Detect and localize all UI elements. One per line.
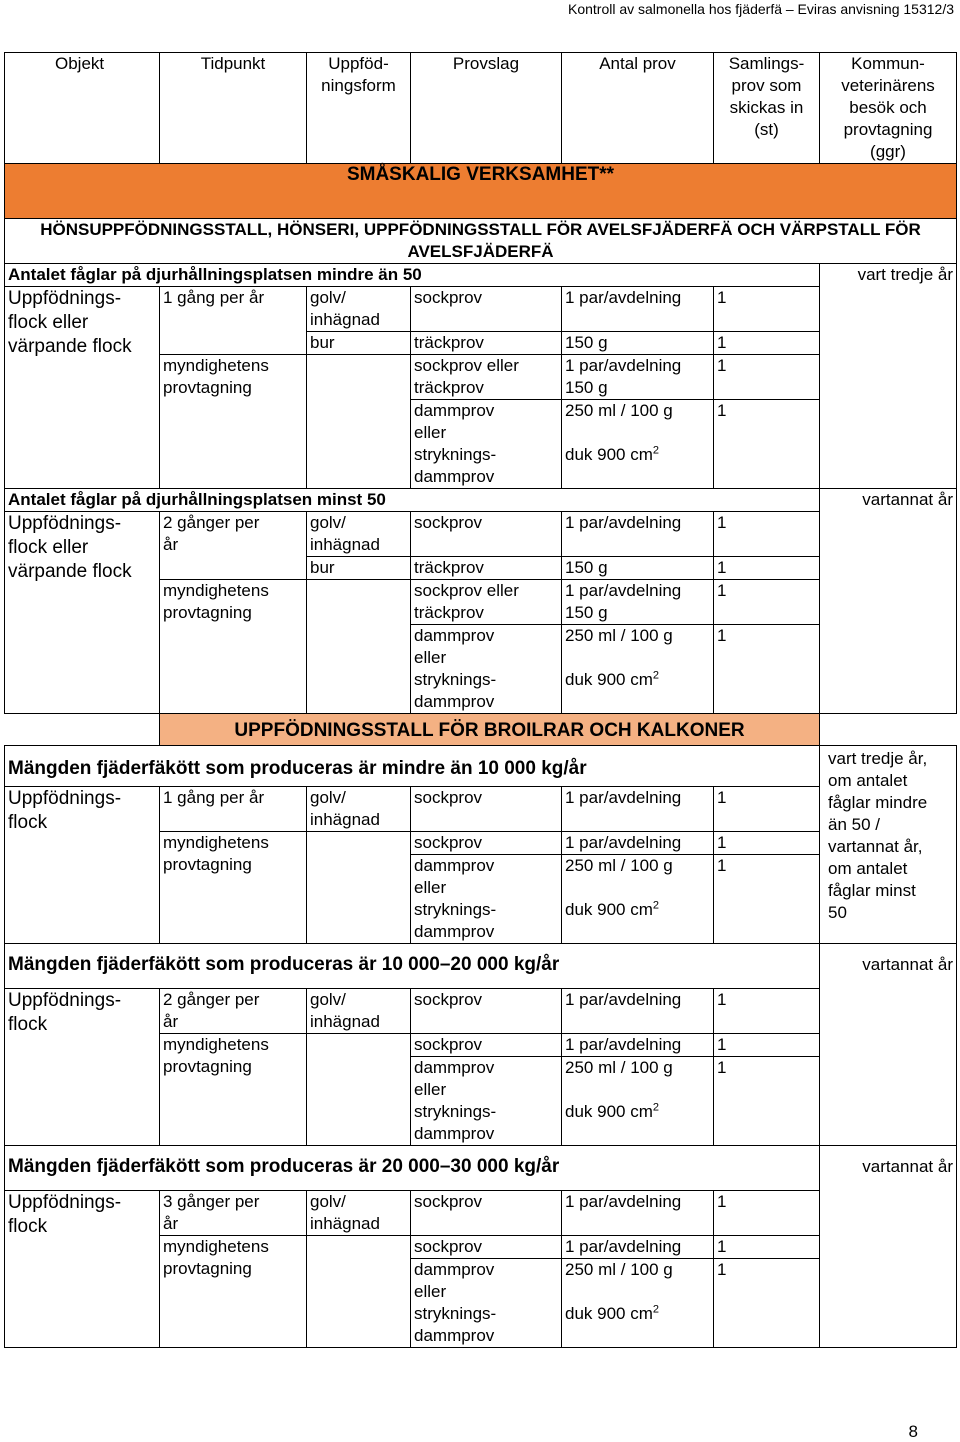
table-row: dammprov eller stryknings- dammprov 250 ml / 100 g duk 900 $cm^2$ 1 xyxy=(5,855,957,944)
object-cell: Uppfödnings- flock eller värpande flock xyxy=(5,512,160,714)
table-row: Uppfödnings- flock 3 gånger per år golv/ inhägnad sockprov 1 par/avdelning 1 xyxy=(5,1191,957,1236)
col-samlingsprov: Samlings- prov som skickas in (st) xyxy=(714,53,820,164)
timing-cell: 1 gång per år xyxy=(160,287,307,355)
table-row: myndighetens provtagning sockprov 1 par/avdelning 1 xyxy=(5,832,957,855)
group-heading-row xyxy=(5,746,957,787)
section-broiler xyxy=(5,714,957,746)
object-cell: Uppfödnings- flock eller värpande flock xyxy=(5,287,160,489)
table-row: Uppfödnings- flock eller värpande flock 1 gång per år golv/ inhägnad sockprov 1 par/avdelning 1 xyxy=(5,287,957,332)
group-heading-row xyxy=(5,1146,957,1191)
group-heading-row xyxy=(5,489,957,512)
table-row: Uppfödnings- flock 2 gånger per år golv/ inhägnad sockprov 1 par/avdelning 1 xyxy=(5,989,957,1034)
page-number: 8 xyxy=(908,1422,918,1441)
section-title: SMÅSKALIG VERKSAMHET** xyxy=(5,164,957,219)
group-heading: Antalet fåglar på djurhållningsplatsen minst 50 xyxy=(5,489,820,512)
visit-frequency: vart tredje år, om antalet fåglar mindre än 50 / vartannat år, om antalet fåglar minst 50 xyxy=(820,746,957,944)
table-row: dammprov eller stryknings- dammprov 250 ml / 100 g duk 900 $cm^2$ 1 xyxy=(5,1057,957,1146)
page-header: Kontroll av salmonella hos fjäderfä – Eviras anvisning 15312/3 xyxy=(567,1,954,17)
visit-frequency: vartannat år xyxy=(820,1146,957,1191)
col-provslag: Provslag xyxy=(411,53,562,164)
group-heading: Antalet fåglar på djurhållningsplatsen mindre än 50 xyxy=(5,264,820,287)
sampling-table xyxy=(4,52,957,1348)
group-heading-row xyxy=(5,944,957,989)
group-heading: Mängden fjäderfäkött som produceras är mindre än 10 000 kg/år xyxy=(5,746,820,787)
object-cell: Uppfödnings- flock xyxy=(5,787,160,944)
object-cell: Uppfödnings- flock xyxy=(5,1191,160,1348)
table-row: bur träckprov 150 g 1 xyxy=(5,332,957,355)
table-row: myndighetens provtagning sockprov 1 par/avdelning 1 xyxy=(5,1034,957,1057)
group-heading: Mängden fjäderfäkött som produceras är 20 000–30 000 kg/år xyxy=(5,1146,820,1191)
table-row: dammprov eller stryknings- dammprov 250 ml / 100 g duk 900 $cm^2$ 1 xyxy=(5,400,957,489)
table-row: myndighetens provtagning sockprov eller träckprov 1 par/avdelning 150 g 1 xyxy=(5,355,957,400)
col-uppfodningsform: Uppföd- ningsform xyxy=(307,53,411,164)
section-subtitle-row xyxy=(5,219,957,264)
section-subtitle: HÖNSUPPFÖDNINGSSTALL, HÖNSERI, UPPFÖDNINGSSTALL FÖR AVELSFJÄDERFÄ OCH VÄRPSTALL FÖR AVELSFJÄDERFÄ xyxy=(5,219,957,264)
section-title: UPPFÖDNINGSSTALL FÖR BROILRAR OCH KALKONER xyxy=(160,714,820,746)
group-heading: Mängden fjäderfäkött som produceras är 10 000–20 000 kg/år xyxy=(5,944,820,989)
col-objekt: Objekt xyxy=(5,53,160,164)
col-tidpunkt: Tidpunkt xyxy=(160,53,307,164)
section-small-scale xyxy=(5,164,957,219)
object-cell: Uppfödnings- flock xyxy=(5,989,160,1146)
visit-frequency: vart tredje år xyxy=(820,264,957,287)
visit-frequency: vartannat år xyxy=(820,489,957,512)
table-row: myndighetens provtagning sockprov 1 par/avdelning 1 xyxy=(5,1236,957,1259)
table-row: Uppfödnings- flock 1 gång per år golv/ inhägnad sockprov 1 par/avdelning 1 xyxy=(5,787,957,832)
col-kommunveterinar: Kommun- veterinärens besök och provtagning (ggr) xyxy=(820,53,957,164)
col-antal-prov: Antal prov xyxy=(562,53,714,164)
group-heading-row xyxy=(5,264,957,287)
table-row: dammprov eller stryknings- dammprov 250 ml / 100 g duk 900 $cm^2$ 1 xyxy=(5,1259,957,1348)
table-row: dammprov eller stryknings- dammprov 250 ml / 100 g duk 900 $cm^2$ 1 xyxy=(5,625,957,714)
visit-frequency: vartannat år xyxy=(820,944,957,989)
table-row: myndighetens provtagning sockprov eller träckprov 1 par/avdelning 150 g 1 xyxy=(5,580,957,625)
column-header-row xyxy=(5,53,957,164)
table-row: bur träckprov 150 g 1 xyxy=(5,557,957,580)
table-row: Uppfödnings- flock eller värpande flock 2 gånger per år golv/ inhägnad sockprov 1 par/avdelning 1 xyxy=(5,512,957,557)
